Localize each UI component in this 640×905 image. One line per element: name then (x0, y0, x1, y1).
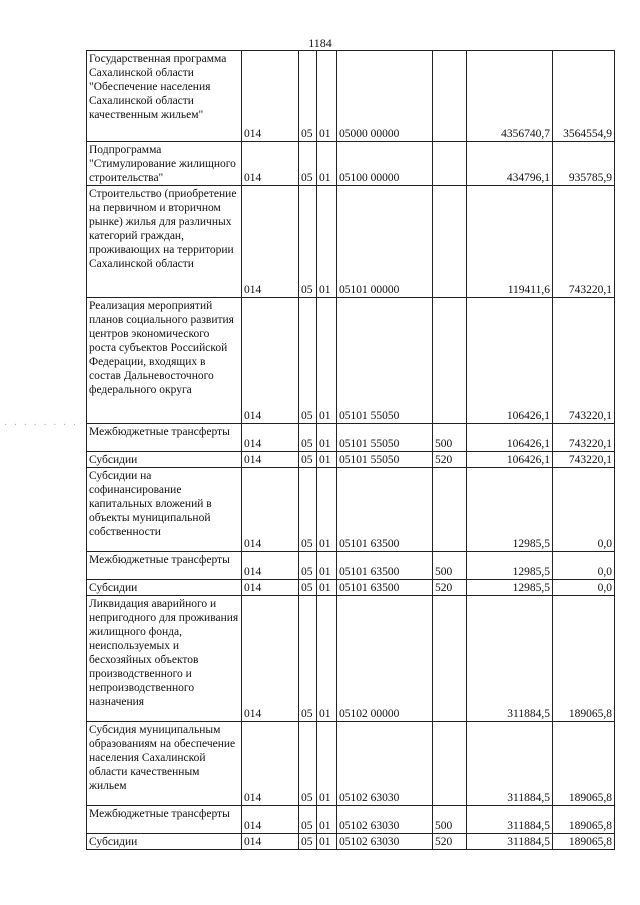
row-section-code: 05 (299, 722, 317, 806)
row-expense-type: 500 (433, 552, 467, 580)
row-section-code: 05 (299, 834, 317, 850)
row-target-article: 05101 63500 (337, 468, 433, 552)
row-amount-1: 12985,5 (467, 580, 553, 596)
table-row (87, 806, 615, 834)
row-name: Субсидии (87, 452, 242, 468)
row-target-article: 05000 00000 (337, 51, 433, 142)
row-amount-2: 743220,1 (553, 452, 615, 468)
row-target-article: 05101 55050 (337, 298, 433, 424)
row-amount-2: 0,0 (553, 552, 615, 580)
table-row (87, 298, 615, 424)
row-amount-2: 743220,1 (553, 298, 615, 424)
row-section-code: 05 (299, 806, 317, 834)
row-amount-2: 189065,8 (553, 834, 615, 850)
row-name: Субсидии (87, 580, 242, 596)
row-amount-1: 434796,1 (467, 142, 553, 186)
row-ved-code: 014 (242, 806, 299, 834)
row-subsection-code: 01 (317, 468, 337, 552)
row-expense-type: 520 (433, 834, 467, 850)
row-target-article: 05102 00000 (337, 596, 433, 722)
table-row (87, 722, 615, 806)
row-section-code: 05 (299, 186, 317, 298)
row-target-article: 05101 55050 (337, 424, 433, 452)
row-name: Подпрограмма "Стимулирование жилищного строительства" (87, 142, 242, 186)
row-amount-2: 189065,8 (553, 806, 615, 834)
row-subsection-code: 01 (317, 424, 337, 452)
row-amount-1: 119411,6 (467, 186, 553, 298)
row-name: Межбюджетные трансферты (87, 424, 242, 452)
row-target-article: 05100 00000 (337, 142, 433, 186)
row-target-article: 05101 63500 (337, 552, 433, 580)
row-expense-type: 500 (433, 424, 467, 452)
row-name: Межбюджетные трансферты (87, 806, 242, 834)
row-name: Реализация мероприятий планов социального развития центров экономического роста субъектов Российской Федерации, входящих в состав Дальневосточного федерального округа (87, 298, 242, 424)
row-ved-code: 014 (242, 424, 299, 452)
row-amount-2: 3564554,9 (553, 51, 615, 142)
row-ved-code: 014 (242, 596, 299, 722)
table-row (87, 142, 615, 186)
row-expense-type (433, 722, 467, 806)
row-section-code: 05 (299, 142, 317, 186)
row-amount-1: 106426,1 (467, 452, 553, 468)
budget-table (86, 50, 615, 850)
table-row (87, 424, 615, 452)
row-subsection-code: 01 (317, 722, 337, 806)
row-subsection-code: 01 (317, 186, 337, 298)
row-section-code: 05 (299, 452, 317, 468)
row-name: Субсидия муниципальным образованиям на обеспечение населения Сахалинской области качественным жильем (87, 722, 242, 806)
row-subsection-code: 01 (317, 298, 337, 424)
page-number: 1184 (308, 36, 332, 50)
row-ved-code: 014 (242, 51, 299, 142)
table-row (87, 834, 615, 850)
row-ved-code: 014 (242, 142, 299, 186)
row-amount-2: 189065,8 (553, 722, 615, 806)
row-expense-type (433, 596, 467, 722)
row-expense-type: 520 (433, 580, 467, 596)
table-row (87, 596, 615, 722)
row-amount-1: 106426,1 (467, 298, 553, 424)
row-name: Строительство (приобретение на первичном и вторичном рынке) жилья для различных категорий граждан, проживающих на территории Сахалинской области (87, 186, 242, 298)
row-name: Ликвидация аварийного и непригодного для проживания жилищного фонда, неиспользуемых и бесхозяйных объектов производственного и непроизводственного назначения (87, 596, 242, 722)
row-ved-code: 014 (242, 722, 299, 806)
row-amount-1: 12985,5 (467, 468, 553, 552)
row-ved-code: 014 (242, 552, 299, 580)
row-section-code: 05 (299, 424, 317, 452)
row-target-article: 05102 63030 (337, 806, 433, 834)
table-row (87, 51, 615, 142)
row-amount-1: 311884,5 (467, 806, 553, 834)
row-amount-2: 935785,9 (553, 142, 615, 186)
row-ved-code: 014 (242, 834, 299, 850)
row-amount-1: 311884,5 (467, 834, 553, 850)
row-expense-type (433, 186, 467, 298)
row-amount-2: 189065,8 (553, 596, 615, 722)
budget-table-body (87, 51, 615, 850)
row-section-code: 05 (299, 552, 317, 580)
row-amount-1: 311884,5 (467, 722, 553, 806)
row-section-code: 05 (299, 596, 317, 722)
table-row (87, 468, 615, 552)
row-section-code: 05 (299, 580, 317, 596)
row-amount-1: 12985,5 (467, 552, 553, 580)
row-subsection-code: 01 (317, 834, 337, 850)
row-subsection-code: 01 (317, 580, 337, 596)
table-row (87, 552, 615, 580)
row-name: Государственная программа Сахалинской области "Обеспечение населения Сахалинской области качественным жильем" (87, 51, 242, 142)
row-expense-type: 500 (433, 806, 467, 834)
row-expense-type: 520 (433, 452, 467, 468)
table-row (87, 452, 615, 468)
row-name: Межбюджетные трансферты (87, 552, 242, 580)
row-name: Субсидии на софинансирование капитальных вложений в объекты муниципальной собственности (87, 468, 242, 552)
row-subsection-code: 01 (317, 552, 337, 580)
row-target-article: 05101 55050 (337, 452, 433, 468)
row-amount-1: 106426,1 (467, 424, 553, 452)
row-ved-code: 014 (242, 298, 299, 424)
row-amount-2: 743220,1 (553, 424, 615, 452)
row-subsection-code: 01 (317, 596, 337, 722)
row-amount-2: 743220,1 (553, 186, 615, 298)
row-ved-code: 014 (242, 580, 299, 596)
row-target-article: 05102 63030 (337, 722, 433, 806)
row-expense-type (433, 51, 467, 142)
row-amount-2: 0,0 (553, 580, 615, 596)
row-ved-code: 014 (242, 452, 299, 468)
row-target-article: 05101 63500 (337, 580, 433, 596)
table-row (87, 186, 615, 298)
row-subsection-code: 01 (317, 806, 337, 834)
row-section-code: 05 (299, 468, 317, 552)
row-expense-type (433, 142, 467, 186)
row-subsection-code: 01 (317, 142, 337, 186)
row-amount-1: 311884,5 (467, 596, 553, 722)
row-subsection-code: 01 (317, 452, 337, 468)
scan-margin-marks: · · · · · · · · (4, 420, 79, 431)
row-name: Субсидии (87, 834, 242, 850)
row-subsection-code: 01 (317, 51, 337, 142)
row-target-article: 05101 00000 (337, 186, 433, 298)
row-section-code: 05 (299, 51, 317, 142)
row-ved-code: 014 (242, 468, 299, 552)
row-expense-type (433, 298, 467, 424)
row-section-code: 05 (299, 298, 317, 424)
row-expense-type (433, 468, 467, 552)
table-row (87, 580, 615, 596)
row-ved-code: 014 (242, 186, 299, 298)
row-target-article: 05102 63030 (337, 834, 433, 850)
row-amount-1: 4356740,7 (467, 51, 553, 142)
row-amount-2: 0,0 (553, 468, 615, 552)
